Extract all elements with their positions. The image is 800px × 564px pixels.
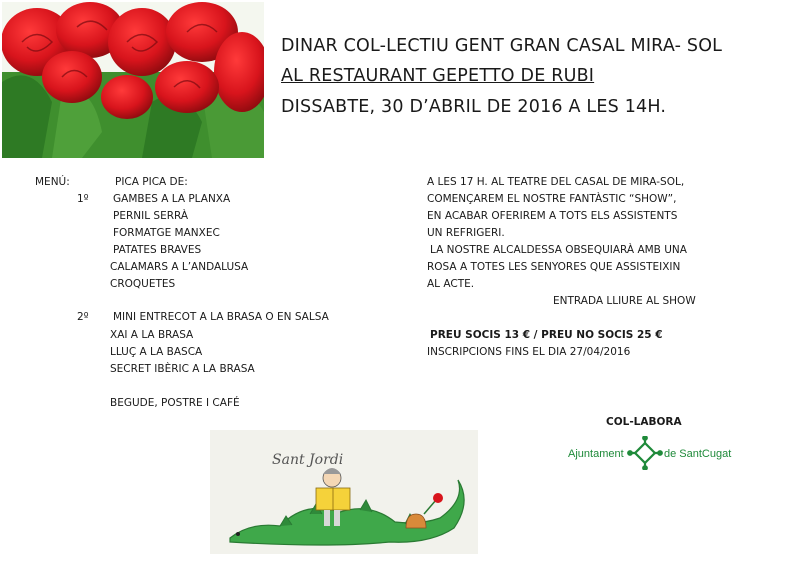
entry-free-text: ENTRADA LLIURE AL SHOW bbox=[553, 295, 696, 307]
show-line: LA NOSTRE ALCALDESSA OBSEQUIARÀ AMB UNA bbox=[430, 244, 687, 256]
menu-item: SECRET IBÈRIC A LA BRASA bbox=[110, 363, 255, 375]
logo-right-text: de SantCugat bbox=[664, 448, 732, 460]
menu-item: LLUÇ A LA BASCA bbox=[110, 346, 203, 358]
menu-item: FORMATGE MANXEC bbox=[113, 227, 220, 239]
title-line-3: DISSABTE, 30 D’ABRIL DE 2016 A LES 14H. bbox=[281, 97, 667, 117]
ajuntament-sant-cugat-logo bbox=[566, 436, 746, 470]
drinks-line: BEGUDE, POSTRE I CAFÉ bbox=[110, 397, 240, 409]
title-line-1: DINAR COL-LECTIU GENT GRAN CASAL MIRA- SOL bbox=[281, 36, 723, 56]
sant-jordi-drawing bbox=[210, 430, 478, 554]
show-line: AL ACTE. bbox=[427, 278, 475, 290]
menu-item: XAI A LA BRASA bbox=[110, 329, 194, 341]
drawing-caption: Sant Jordi bbox=[272, 452, 344, 468]
menu-item: PATATES BRAVES bbox=[113, 244, 202, 256]
price-line: PREU SOCIS 13 € / PREU NO SOCIS 25 € bbox=[430, 329, 663, 341]
show-line: EN ACABAR OFERIREM A TOTS ELS ASSISTENTS bbox=[427, 210, 678, 222]
deadline-line: INSCRIPCIONS FINS EL DIA 27/04/2016 bbox=[427, 346, 631, 358]
menu-item: PERNIL SERRÀ bbox=[113, 210, 189, 222]
menu-item: CALAMARS A L’ANDALUSA bbox=[110, 261, 249, 273]
second-course-number: 2º bbox=[77, 311, 89, 323]
show-line: UN REFRIGERI. bbox=[427, 227, 505, 239]
title-line-2: AL RESTAURANT GEPETTO DE RUBI bbox=[281, 66, 595, 86]
menu-item: MINI ENTRECOT A LA BRASA O EN SALSA bbox=[113, 311, 329, 323]
menu-label: MENÚ: bbox=[35, 176, 70, 188]
show-line: ROSA A TOTES LES SENYORES QUE ASSISTEIXIN bbox=[427, 261, 681, 273]
first-course-intro: PICA PICA DE: bbox=[115, 176, 188, 188]
sant-cugat-cross-icon bbox=[628, 436, 662, 470]
menu-item: CROQUETES bbox=[110, 278, 176, 290]
show-line: A LES 17 H. AL TEATRE DEL CASAL DE MIRA-SOL, bbox=[427, 176, 685, 188]
logo-left-text: Ajuntament bbox=[568, 448, 624, 460]
menu-item: GAMBES A LA PLANXA bbox=[113, 193, 231, 205]
roses-photo bbox=[2, 2, 264, 158]
first-course-number: 1º bbox=[77, 193, 89, 205]
show-line: COMENÇAREM EL NOSTRE FANTÀSTIC “SHOW”, bbox=[427, 193, 677, 205]
collabora-label: COL-LABORA bbox=[606, 416, 682, 428]
